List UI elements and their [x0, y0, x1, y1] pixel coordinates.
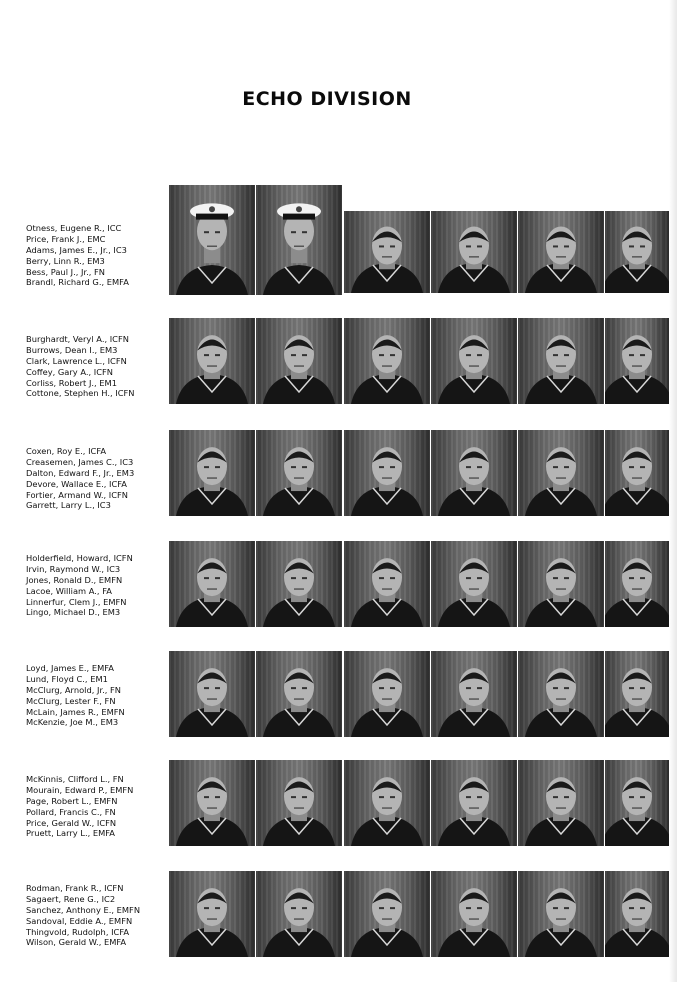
name-entry: Bess, Paul J., Jr., FN: [26, 266, 105, 277]
name-entry: Holderfield, Howard, ICFN: [26, 553, 133, 563]
portrait-photo: [256, 541, 342, 627]
name-entry: Irvin, Raymond W., IC3: [26, 563, 121, 574]
name-entry: Coxen, Roy E., ICFA: [26, 446, 107, 456]
portrait-photo: [518, 651, 604, 737]
name-entry: McLain, James R., EMFN: [26, 706, 125, 717]
portrait-photo: [169, 651, 255, 737]
portrait-photo: [431, 760, 517, 846]
portrait-photo: [605, 871, 669, 957]
portrait-photo: [431, 318, 517, 404]
name-entry: Devore, Wallace E., ICFA: [26, 478, 127, 489]
name-entry: Thingvold, Rudolph, ICFA: [26, 926, 130, 937]
portrait-photo: [431, 651, 517, 737]
portrait-photo: [431, 871, 517, 957]
portrait-photo: [605, 430, 669, 516]
portrait-photo: [256, 185, 342, 295]
portrait-photo: [256, 318, 342, 404]
portrait-photo: [344, 760, 430, 846]
portrait-photo: [256, 651, 342, 737]
name-entry: Loyd, James E., EMFA: [26, 663, 114, 673]
name-entry: Sandoval, Eddie A., EMFN: [26, 915, 133, 926]
portrait-photo: [518, 430, 604, 516]
portrait-photo: [518, 871, 604, 957]
name-entry: Otness, Eugene R., ICC: [26, 223, 122, 233]
portrait-photo: [605, 651, 669, 737]
name-entry: Burrows, Dean I., EM3: [26, 344, 118, 355]
name-entry: McClurg, Lester F., FN: [26, 695, 116, 706]
name-entry: Fortier, Armand W., ICFN: [26, 489, 128, 500]
photo-strip: [169, 185, 669, 295]
name-list: [26, 883, 174, 948]
name-entry: Pollard, Francis C., FN: [26, 806, 116, 817]
portrait-photo: [169, 541, 255, 627]
portrait-photo: [605, 211, 669, 293]
name-list: [26, 663, 174, 728]
name-entry: Lacoe, William A., FA: [26, 585, 112, 596]
portrait-photo: [518, 541, 604, 627]
portrait-photo: [518, 211, 604, 293]
name-entry: Price, Gerald W., ICFN: [26, 817, 117, 828]
name-entry: Mourain, Edward P., EMFN: [26, 784, 134, 795]
name-entry: Burghardt, Veryl A., ICFN: [26, 334, 129, 344]
portrait-photo: [431, 211, 517, 293]
portrait-photo: [431, 541, 517, 627]
name-entry: Rodman, Frank R., ICFN: [26, 883, 124, 893]
portrait-photo: [256, 871, 342, 957]
name-list: [26, 223, 174, 288]
page-edge-shadow: [669, 0, 677, 982]
name-entry: Berry, Linn R., EM3: [26, 255, 105, 266]
portrait-photo: [344, 871, 430, 957]
portrait-photo: [256, 760, 342, 846]
photo-strip: [169, 541, 669, 627]
portrait-photo: [605, 760, 669, 846]
name-list: [26, 553, 174, 618]
photo-strip: [169, 651, 669, 737]
portrait-photo: [169, 185, 255, 295]
portrait-photo: [344, 211, 430, 293]
page-title: ECHO DIVISION: [242, 88, 412, 110]
portrait-photo: [518, 760, 604, 846]
portrait-photo: [431, 430, 517, 516]
name-entry: McKinnis, Clifford L., FN: [26, 774, 124, 784]
name-entry: Adams, James E., Jr., IC3: [26, 244, 127, 255]
name-list: [26, 446, 174, 511]
photo-strip: [169, 760, 669, 846]
name-list: [26, 334, 174, 399]
portrait-photo: [169, 430, 255, 516]
name-entry: Garrett, Larry L., IC3: [26, 500, 111, 511]
portrait-photo: [344, 430, 430, 516]
name-entry: Sanchez, Anthony E., EMFN: [26, 904, 141, 915]
portrait-photo: [605, 318, 669, 404]
name-list: [26, 774, 174, 839]
name-entry: Price, Frank J., EMC: [26, 233, 106, 244]
name-entry: Wilson, Gerald W., EMFA: [26, 937, 127, 948]
name-entry: Dalton, Edward F., Jr., EM3: [26, 467, 135, 478]
photo-strip: [169, 430, 669, 516]
name-entry: McClurg, Arnold, Jr., FN: [26, 684, 121, 695]
portrait-photo: [344, 318, 430, 404]
portrait-photo: [256, 430, 342, 516]
name-entry: Lingo, Michael D., EM3: [26, 607, 121, 618]
name-entry: Coffey, Gary A., ICFN: [26, 366, 114, 377]
photo-strip: [169, 318, 669, 404]
name-entry: Cottone, Stephen H., ICFN: [26, 388, 135, 399]
name-entry: Linnerfur, Clem J., EMFN: [26, 596, 127, 607]
name-entry: Brandl, Richard G., EMFA: [26, 277, 129, 288]
portrait-photo: [518, 318, 604, 404]
name-entry: Jones, Ronald D., EMFN: [26, 574, 123, 585]
name-entry: Pruett, Larry L., EMFA: [26, 828, 115, 839]
name-entry: McKenzie, Joe M., EM3: [26, 717, 119, 728]
name-entry: Clark, Lawrence L., ICFN: [26, 355, 127, 366]
photo-strip: [169, 871, 669, 957]
portrait-photo: [344, 651, 430, 737]
name-entry: Sagaert, Rene G., IC2: [26, 893, 116, 904]
portrait-photo: [605, 541, 669, 627]
name-entry: Creasemen, James C., IC3: [26, 456, 134, 467]
portrait-photo: [169, 760, 255, 846]
name-entry: Page, Robert L., EMFN: [26, 795, 118, 806]
name-entry: Lund, Floyd C., EM1: [26, 673, 108, 684]
name-entry: Corliss, Robert J., EM1: [26, 377, 117, 388]
portrait-photo: [169, 318, 255, 404]
portrait-photo: [344, 541, 430, 627]
portrait-photo: [169, 871, 255, 957]
